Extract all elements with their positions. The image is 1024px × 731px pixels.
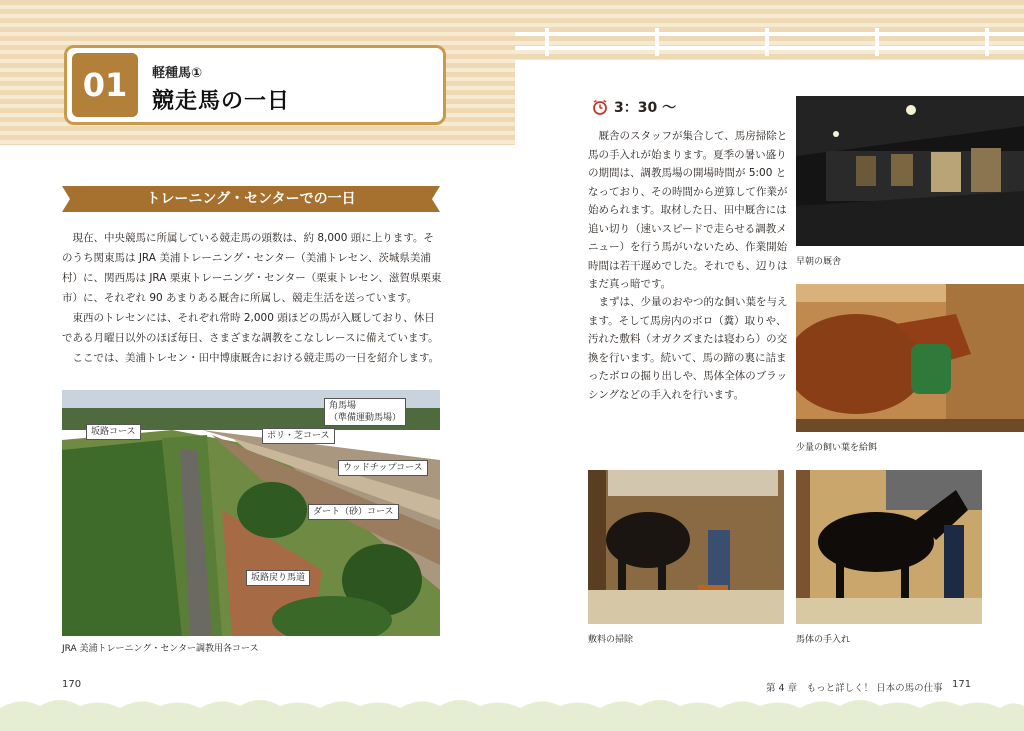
bedding-photo bbox=[588, 470, 784, 624]
section-title: トレーニング・センターでの一日 bbox=[62, 186, 440, 212]
feeding-caption: 少量の飼い葉を給餌 bbox=[796, 443, 878, 453]
course-photo bbox=[62, 390, 440, 636]
stable-dawn-caption: 早朝の厩舎 bbox=[796, 257, 842, 267]
schedule-time: 3：30 ～ bbox=[614, 100, 677, 116]
woodchip-label: ウッドチップコース bbox=[338, 460, 428, 476]
course-photo-caption: JRA 美浦トレーニング・センター調教用各コース bbox=[62, 644, 259, 654]
schedule-paragraph-1 bbox=[588, 127, 788, 294]
intro-paragraph: ここでは、美浦トレセン・田中博康厩舎における競走馬の一日を紹介します。 bbox=[72, 352, 440, 364]
dirt-label: ダート（砂）コース bbox=[308, 504, 399, 520]
grooming-image bbox=[796, 470, 982, 624]
schedule-paragraph-2 bbox=[588, 293, 788, 404]
chapter-title: 競走馬の一日 bbox=[152, 89, 291, 114]
left-page-number: 170 bbox=[62, 679, 82, 690]
feeding-photo bbox=[796, 284, 1024, 432]
intro-paragraph: 東西のトレセンには、それぞれ常時 2,000 頭ほどの馬が入厩しており、休日である月曜日以外のほぼ毎日、さまざまな調教をこなしレースに備えています。 bbox=[62, 312, 439, 344]
feeding-image bbox=[796, 284, 1024, 432]
fence-decoration bbox=[515, 28, 1024, 56]
bedding-caption: 敷料の掃除 bbox=[588, 635, 634, 645]
stable-dawn-image bbox=[796, 96, 1024, 246]
alarm-clock-icon bbox=[592, 99, 608, 115]
stable-dawn-photo bbox=[796, 96, 1024, 246]
chapter-number: 01 bbox=[72, 53, 138, 117]
hill-course-label: 坂路コース bbox=[86, 424, 141, 440]
chapter-footer-label: 第 4 章 もっと詳しく！ 日本の馬の仕事 bbox=[766, 683, 943, 694]
grass-decoration bbox=[0, 690, 1024, 731]
grooming-caption: 馬体の手入れ bbox=[796, 635, 851, 645]
right-page-number: 171 bbox=[952, 679, 972, 690]
schedule-text: 厩舎のスタッフが集合して、馬房掃除と馬の手入れが始まります。夏季の暑い盛りの期間は、調教馬場の開場時間が 5:00 となっており、その時間から逆算して作業が始められます。取材した日、田中厩舎には追い切り（速いスピードで走らせる調教メニュー）を行う馬がいないため、作業開始時間は若干遅めでした。それでも、辺りはまだ真っ暗です。 bbox=[588, 130, 788, 290]
intro-text bbox=[62, 228, 444, 368]
schedule-text: まずは、少量のおやつ的な飼い葉を与えます。そして馬房内のボロ（糞）取りや、汚れた敷料（オガクズまたは寝わら）の交換を行います。続いて、馬の蹄の裏に詰まったボロの掘り出しや、馬体全体のブラッシングなどの手入れを行います。 bbox=[588, 296, 788, 401]
chapter-subtitle: 軽種馬① bbox=[152, 66, 203, 81]
poly-turf-label: ポリ・芝コース bbox=[262, 428, 335, 444]
square-track-label: 角馬場 （準備運動馬場） bbox=[324, 398, 406, 426]
intro-paragraph: 現在、中央競馬に所属している競走馬の頭数は、約 8,000 頭に上ります。そのうち関東馬は JRA 美浦トレーニング・センター（美浦トレセン、茨城県美浦村）に、関西馬は JRA 栗東トレーニング・センター（栗東トレセン、滋賀県栗東市）に、それぞれ 90 あまりある厩舎に所属し、競走生活を送っています。 bbox=[62, 232, 442, 304]
return-path-label: 坂路戻り馬道 bbox=[246, 570, 310, 586]
bedding-image bbox=[588, 470, 784, 624]
grooming-photo bbox=[796, 470, 982, 624]
